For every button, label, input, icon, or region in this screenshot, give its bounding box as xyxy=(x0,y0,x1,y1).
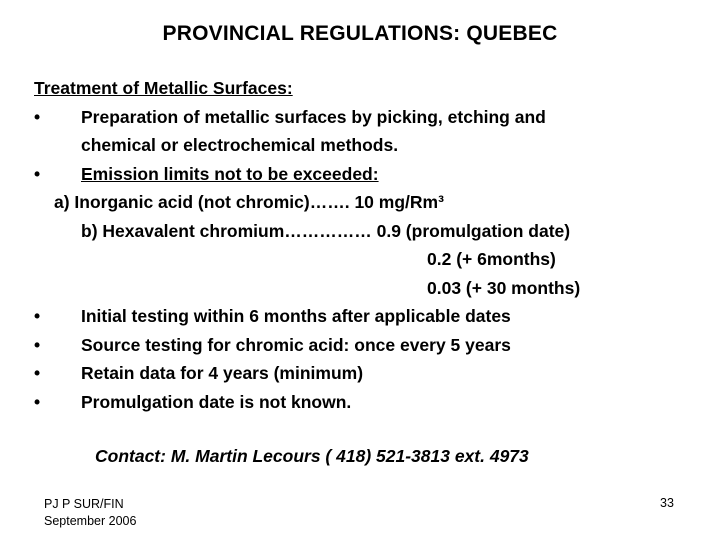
bullet-item-retain-data xyxy=(34,359,694,388)
bullet-text: Emission limits not to be exceeded: xyxy=(81,163,379,184)
contact-info: Contact: M. Martin Lecours ( 418) 521-3813 ext. 4973 xyxy=(95,446,529,466)
emission-limit-inorganic-acid: a) Inorganic acid (not chromic)……. 10 mg/Rm³ xyxy=(54,192,444,212)
emission-limit-hexavalent-chromium: b) Hexavalent chromium…………… 0.9 (promulgation date) xyxy=(81,220,571,241)
footer-source-line: PJ P SUR/FIN xyxy=(44,497,124,511)
bullet-icon: • xyxy=(34,334,41,355)
slide-title: PROVINCIAL REGULATIONS: QUEBEC xyxy=(162,22,558,45)
footer-source xyxy=(44,496,136,530)
footer-date: September 2006 xyxy=(44,514,137,528)
bullet-text: Promulgation date is not known. xyxy=(81,391,352,412)
bullet-item-initial-testing xyxy=(34,302,694,331)
bullet-item-emission-limits xyxy=(34,160,694,189)
page-number: 33 xyxy=(660,496,674,510)
bullet-text: Source testing for chromic acid: once every 5 years xyxy=(81,334,511,355)
bullet-text: Preparation of metallic surfaces by picking, etching and xyxy=(81,106,546,127)
bullet-item-promulgation-date xyxy=(34,388,694,417)
bullet-icon: • xyxy=(34,106,41,127)
bullet-icon: • xyxy=(34,306,41,326)
bullet-item-source-testing xyxy=(34,331,694,360)
emission-limit-6-months: 0.2 (+ 6months) xyxy=(427,249,556,269)
slide-content xyxy=(34,74,694,416)
bullet-icon: • xyxy=(34,163,41,184)
bullet-text: Retain data for 4 years (minimum) xyxy=(81,363,364,383)
bullet-item-preparation xyxy=(34,103,694,160)
bullet-text: chemical or electrochemical methods. xyxy=(81,135,399,155)
bullet-icon: • xyxy=(34,391,41,412)
bullet-icon: • xyxy=(34,363,41,383)
section-heading: Treatment of Metallic Surfaces: xyxy=(34,78,293,98)
bullet-text: Initial testing within 6 months after applicable dates xyxy=(81,306,511,326)
emission-limit-30-months: 0.03 (+ 30 months) xyxy=(427,277,581,298)
